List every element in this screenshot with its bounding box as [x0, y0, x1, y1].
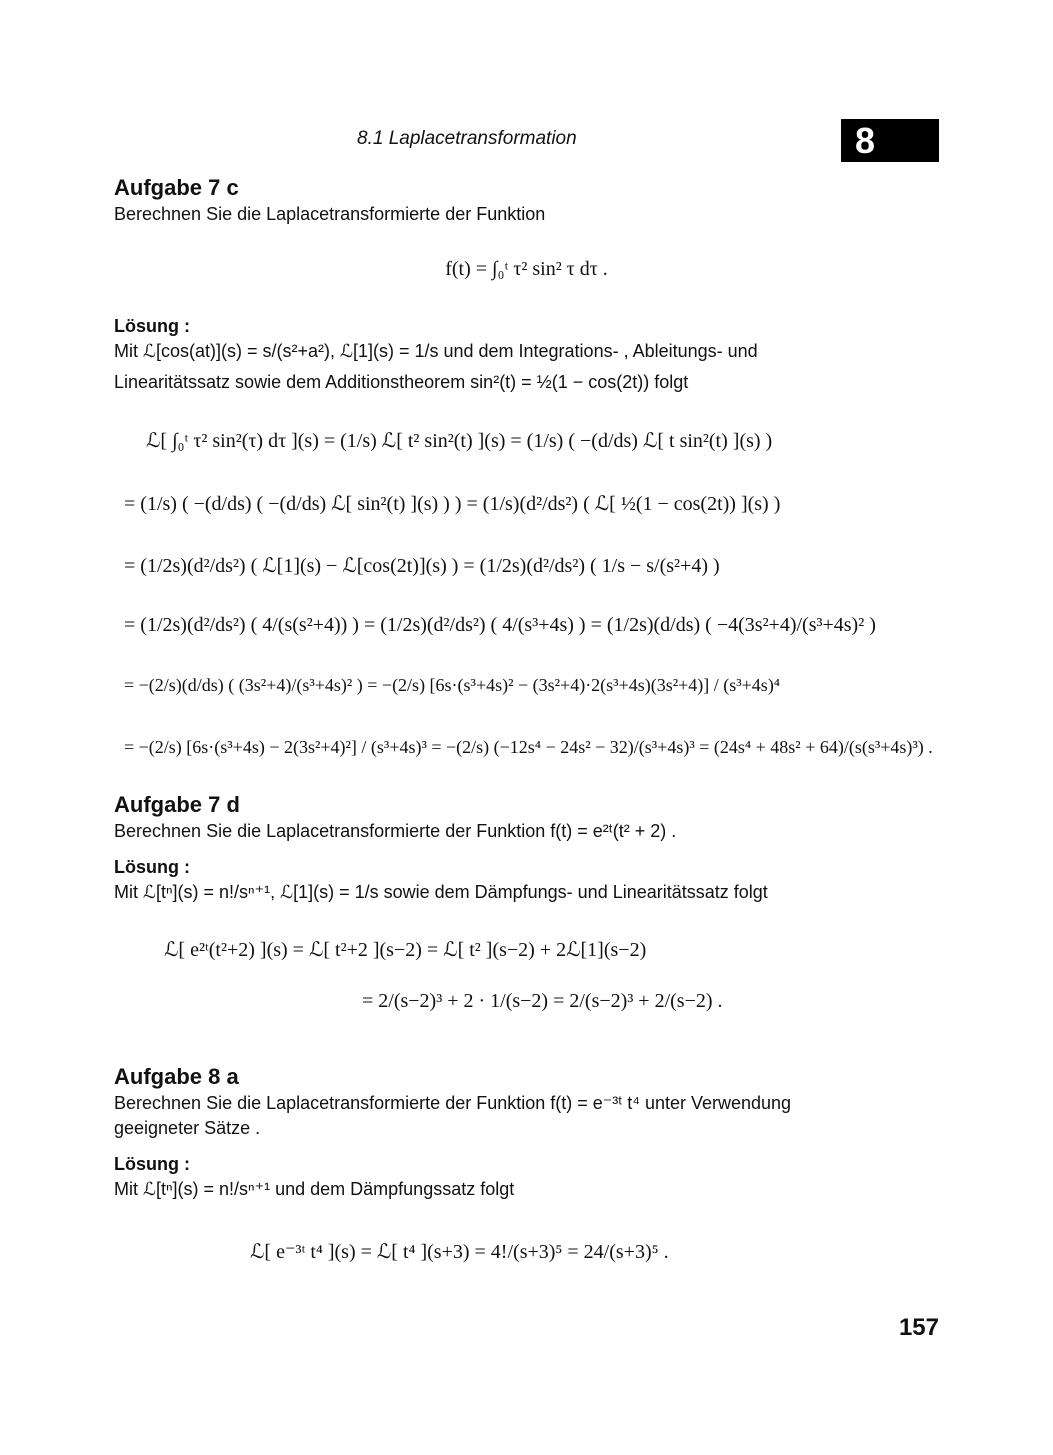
derivation-line: = (1/2s)(d²/ds²) ( ℒ[1](s) − ℒ[cos(2t)](s) ) = (1/2s)(d²/ds²) ( 1/s − s/(s²+4) ) — [124, 555, 720, 577]
given-function: f(t) = ∫₀ᵗ τ² sin² τ dτ . — [445, 258, 608, 280]
solution-label: Lösung : — [114, 1154, 190, 1174]
derivation-line: ℒ[ e²ᵗ(t²+2) ](s) = ℒ[ t²+2 ](s−2) = ℒ[ t² ](s−2) + 2ℒ[1](s−2) — [164, 939, 647, 961]
derivation-line: ℒ[ e⁻³ᵗ t⁴ ](s) = ℒ[ t⁴ ](s+3) = 4!/(s+3)⁵ = 24/(s+3)⁵ . — [250, 1241, 669, 1263]
derivation-line: = −(2/s) [6s·(s³+4s) − 2(3s²+4)²] / (s³+4s)³ = −(2/s) (−12s⁴ − 24s² − 32)/(s³+4s)³ = (24s⁴ + 48s² + 64)/(s(s³+4s)³) . — [124, 737, 933, 757]
task-heading: Aufgabe 7 c — [114, 175, 239, 200]
derivation-line: = −(2/s)(d/ds) ( (3s²+4)/(s³+4s)² ) = −(2/s) [6s·(s³+4s)² − (3s²+4)·2(s³+4s)(3s²+4)] / (s³+4s)⁴ — [124, 675, 781, 695]
task-prompt: Berechnen Sie die Laplacetransformierte der Funktion f(t) = e⁻³ᵗ t⁴ unter Verwendung — [114, 1093, 792, 1113]
derivation-line: ℒ[ ∫₀ᵗ τ² sin²(τ) dτ ](s) = (1/s) ℒ[ t² sin²(t) ](s) = (1/s) ( −(d/ds) ℒ[ t sin²(t) ](s) ) — [146, 430, 773, 452]
solution-label: Lösung : — [114, 857, 190, 877]
solution-intro: Linearitätssatz sowie dem Additionstheorem sin²(t) = ½(1 − cos(2t)) folgt — [114, 372, 689, 392]
solution-intro: Mit ℒ[cos(at)](s) = s/(s²+a²), ℒ[1](s) = 1/s und dem Integrations- , Ableitungs- und — [114, 341, 758, 361]
derivation-line: = 2/(s−2)³ + 2 · 1/(s−2) = 2/(s−2)³ + 2/(s−2) . — [362, 990, 723, 1012]
task-heading: Aufgabe 7 d — [114, 792, 240, 817]
page-number: 157 — [898, 1314, 939, 1341]
task-heading: Aufgabe 8 a — [114, 1064, 239, 1089]
solution-label: Lösung : — [114, 316, 190, 336]
task-prompt: Berechnen Sie die Laplacetransformierte der Funktion — [114, 204, 546, 224]
task-prompt: geeigneter Sätze . — [114, 1118, 261, 1138]
task-prompt: Berechnen Sie die Laplacetransformierte der Funktion f(t) = e²ᵗ(t² + 2) . — [114, 821, 677, 841]
chapter-number: 8 — [854, 120, 876, 161]
solution-intro: Mit ℒ[tⁿ](s) = n!/sⁿ⁺¹ und dem Dämpfungssatz folgt — [114, 1179, 515, 1199]
derivation-line: = (1/2s)(d²/ds²) ( 4/(s(s²+4)) ) = (1/2s)(d²/ds²) ( 4/(s³+4s) ) = (1/2s)(d/ds) ( −4(3s²+4)/(s³+4s)² ) — [124, 614, 876, 636]
derivation-line: = (1/s) ( −(d/ds) ( −(d/ds) ℒ[ sin²(t) ](s) ) ) = (1/s)(d²/ds²) ( ℒ[ ½(1 − cos(2t)) ](s) ) — [124, 493, 781, 515]
chapter-badge — [841, 119, 939, 162]
running-title: 8.1 Laplacetransformation — [357, 128, 577, 149]
solution-intro: Mit ℒ[tⁿ](s) = n!/sⁿ⁺¹, ℒ[1](s) = 1/s sowie dem Dämpfungs- und Linearitätssatz folgt — [114, 882, 768, 902]
